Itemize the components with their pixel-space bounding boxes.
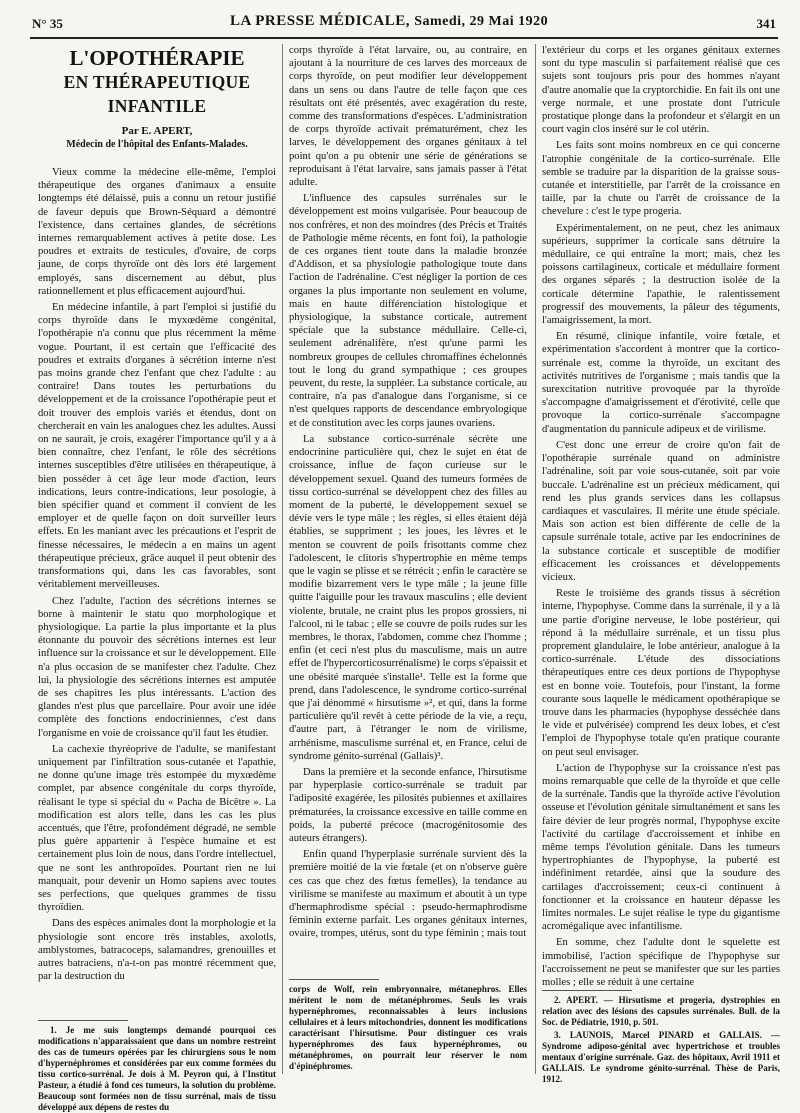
- paragraph: L'influence des capsules surrénales sur le développement est moins vulgarisée. Pour beaucoup de nos confrères, et non des moindres (des Précis et Traités de Pathologie même récents, en font foi), la pathologie de ces organes tient toute dans la maladie bronzée d'Addison, et sa physiologie pathologique toute dans l'action de l'adrénaline. C'est négliger la portion de ces organes la plus importante non seulement en volume, mais en haute différenciation histologique et physiologique, la substance corticale, autrement spéciale que la substance médullaire. Celle-ci, seulement adrénalifère, n'est qu'une parmi les nombreux groupes de cellules chromaffines échelonnés tout le long du grand sympathique ; ces groupes peuvent, du reste, la suppléer. La substance corticale, au contraire, n'a pas d'analogue dans l'organisme, si ce n'est quelques rapports de descendance embryologique et de constitution avec les corps jaunes ovariens.: [289, 193, 527, 429]
- article-title-line2: EN THÉRAPEUTIQUE INFANTILE: [63, 72, 251, 116]
- author-role: Médecin de l'hôpital des Enfants-Malades.: [66, 139, 248, 150]
- paragraph: Vieux comme la médecine elle-même, l'emploi thérapeutique des organes d'animaux a ensuite longtemps été délaissé, puis a connu un retour justifié de faveur depuis que Brown-Séquard a démontré l'existence, dans certaines glandes, de sécrétions internes remarquablement actives à petite dose. Les poudres et extraits de testicules, d'ovaire, de corps jaune, de corps thyroïde ont dès lors été largement employés, sans discernement au début, plus rationnellement et plus efficacement aujourd'hui.: [38, 167, 276, 297]
- author: Par E. APERT,: [121, 125, 193, 137]
- paragraph: La substance cortico-surrénale sécrète une endocrinine particulière qui, chez le sujet en état de croissance, influe de façon curieuse sur le développement sexuel. Quand des tumeurs formées de tissu cortico-surrénal se développent chez des filles au moment de la puberté, le développement sexuel se dévie vers le type mâle ; les règles, si elles étaient déjà établies, se suppriment ; les joues, les lèvres et le menton se couvrent de poils frisottants comme chez l'adolescent, le clitoris s'hypertrophie en même temps que le vagin se plisse et se rétrécit ; enfin le caractère se modifie bizarrement vers le type mâle ; la jeune fille quitte l'aiguille pour les travaux masculins ; elle devient violente, brutale, ne craint plus les propos grossiers, ni l'alcool, ni le tabac ; elle se couvre de poils rudes sur les membres, le thorax, l'abdomen, comme chez l'homme ; enfin (et ceci n'est plus du masculisme, mais un autre effet de l'hypercorticosurrénalisme) le corps s'épaissit et une obésité marquée s'installe¹. Telle est la forme que prend, dans l'adolescence, le syndrome cortico-surrénal que j'ai dénommé « hirsutisme »², et qui, dans la forme particulière qu'il revêt à cette période de la vie, a reçu, d'autre part, à l'étranger le nom de virilisme, arrhénisme, masculisme surrénal et, en France, celui de syndrome génito-surrénal (Gallais)³.: [289, 433, 527, 762]
- column-3: [542, 44, 780, 1004]
- paragraph: L'action de l'hypophyse sur la croissance n'est pas moins remarquable que celle de la thyroïde et que celle de la surrénale. Tandis que la thyroïde active l'évolution osseuse et l'évolution génitale simultanément et sans les faire dévier de leur progrès normal, l'hypophyse excite l'activité du cartilage d'accroissement et inhibe en même temps l'évolution génitale. Dans les tumeurs hypertrophiantes de l'hypophyse, la puberté est indéfiniment retardée, ainsi que la soudure des cartilages d'accroissement; ceux-ci continuent à fonctionner et la croissance en hauteur dépasse les limites normales. Le sujet réalise le type du gigantisme acromégalique avec infantilisme.: [542, 762, 780, 933]
- article-title: [38, 46, 276, 118]
- paragraph: En médecine infantile, à part l'emploi si justifié du corps thyroïde dans le myxœdème congénital, l'opothérapie n'a connu que plus récemment la même vogue. Pourtant, il est certain que l'efficacité des poudres et extraits d'organes à sécrétion interne n'est pas moins grande chez l'enfant que chez l'adulte : au contraire! Dans toutes les perturbations du développement et de la croissance l'opothérapie peut et doit trouver des emplois variés et étendus, dont on chercherait en vain les analogues chez les adultes. Aussi on ne saurait, je crois, exagérer l'importance qu'il y a à bien connaître, chez l'enfant, le rôle des sécrétions internes susceptibles d'être utilisées en thérapeutique, à bien posséder à cet âge leur mode d'action, leurs indications, leurs contre-indications, leur posologie, à bien spécifier quand et comment il convient de les employer et de quelle façon on doit surveiller leurs effets. En les maniant avec les précautions et l'esprit de finesse nécessaires, le médecin a en mains un agent thérapeutique précieux, grâce auquel il peut obtenir des transformations qui, dans les cas favorables, sont véritablement merveilleuses.: [38, 302, 276, 591]
- footnote-rule: [542, 990, 632, 991]
- article-title-line1: L'OPOTHÉRAPIE: [69, 46, 245, 70]
- footnote-text: 1. Je me suis longtemps demandé pourquoi ces modifications n'apparaissaient que dans un nombre restreint des cas de tumeurs opérées par les chirurgiens sous le nom d'hypernéphromes et considérées par eux comme formées du tissu cortico-surrénal. Je dois à M. Peyron qui, à l'Institut Pasteur, a étudié à fond ces tumeurs, la solution du problème. Beaucoup sont formées non de tissu surrénal, mais de tissu développé aux dépens de restes du: [38, 1025, 276, 1112]
- paragraph: corps thyroïde à l'état larvaire, ou, au contraire, en ajoutant à la nourriture de ces larves des morceaux de corps thyroïde, on peut modifier leur développement dans un sens ou dans l'autre de telle façon que ces résultats ont été présentés, avec exagération du reste, comme des transformations d'espèces. L'administration de corps thyroïde activait prématurément, chez les larves, le développement des organes génitaux à tel point qu'on a pu obtenir une série de générations se reproduisant à l'état larvaire, sans jamais passer à l'état adulte.: [289, 45, 527, 189]
- paragraph: Chez l'adulte, l'action des sécrétions internes se borne à maintenir le statu quo morphologique et physiologique. La partie la plus importante et la plus étonnante du pouvoir des sécrétions internes est leur influence sur la croissance et sur le développement. Elle n'a plus occasion de se manifester chez l'adulte. Chez lui, la physiologie des sécrétions internes est amputée de ses chapitres les plus intéressants. L'action des glandes n'est plus que parcellaire. Pour avoir une idée complète des fonctions endocriniennes, c'est dans l'organisme en voie de croissance qu'il faut les étudier.: [38, 595, 276, 739]
- paragraph: l'extérieur du corps et les organes génitaux externes sont du type masculin si parfaitement réalisé que ces sujets sont toujours pris pour des hommes n'ayant d'autre anomalie que la cryptorchidie. En fait ils ont une verge normale, et une prostate dont l'utricule prostatique plonge dans la profondeur et s'élargit en un court vagin clos inséré sur le col utérin.: [542, 45, 780, 136]
- column-1: [38, 44, 276, 1029]
- paragraph: Expérimentalement, on ne peut, chez les animaux supérieurs, supprimer la corticale sans détruire la médullaire, ce qui entraîne la mort; mais, chez les poissons cartilagineux, corticale et médullaire forment des organes séparés ; la destruction isolée de la corticale détermine l'apathie, le ralentissement progressif des mouvements, la pâleur des téguments, l'amaigrissement, la mort.: [542, 222, 780, 327]
- journal-title: LA PRESSE MÉDICALE,: [230, 13, 410, 29]
- footnote-1-continued: [289, 984, 527, 1080]
- column-separator: [282, 44, 283, 1074]
- paragraph: En somme, chez l'adulte dont le squelette est immobilisé, l'action spécifique de l'hypophyse sur l'accroissement ne peut se manifester que sur les parties molles ; elle se réduit à une certaine: [542, 937, 780, 989]
- footnote-text: 2. APERT. — Hirsutisme et progeria, dystrophies en relation avec des lésions des capsules surrénales. Bull. de la Soc. de Pédiatrie, 1910, p. 501.: [542, 995, 780, 1027]
- header-rule: [30, 37, 778, 39]
- footnote-rule: [289, 979, 379, 980]
- paragraph: La cachexie thyréoprive de l'adulte, se manifestant uniquement par l'infiltration sous-cutanée et l'apathie, ne donne qu'une image très estompée du myxœdème complet, par absence congénitale du corps thyroïde, réalisant le type si spécial du « Pacha de Bicêtre ». La modification est alors telle, dans les cas les plus accentués, que l'être, profondément dégradé, ne semble plus guère appartenir à l'espèce humaine et est certainement plus loin de nous, dans l'ordre intellectuel, que ne sont les anthropoïdes. Pourtant rien ne lui manquait, pour devenir un Homo sapiens avec toutes ses perfections, que quelques grammes de tissu thyroïdien.: [38, 743, 276, 914]
- journal-title-line: [230, 13, 548, 30]
- running-header: [20, 10, 786, 34]
- footnotes-2-3: [542, 995, 780, 1084]
- issue-date: Samedi, 29 Mai 1920: [414, 14, 549, 29]
- paragraph: Les faits sont moins nombreux en ce qui concerne l'atrophie congénitale de la cortico-surrénale. Elle semble se traduire par la disparition de la graisse sous-cutanée et interstitielle, par l'arrêt de la croissance en taille, par la chute ou l'arrêt de croissance de la chevelure : c'est le type progeria.: [542, 140, 780, 218]
- byline: [38, 124, 276, 152]
- column-separator: [535, 44, 536, 1074]
- footnote-text: 3. LAUNOIS, Marcel PINARD et GALLAIS. — Syndrome adiposo-génital avec hypertrichose et troubles mentaux d'origine surrénale. Gaz. des hôpitaux, Avril 1911 et GALLAIS. Le syndrome génito-surrénal. Thèse de Paris, 1912.: [542, 1030, 780, 1084]
- footnote-1: [38, 1025, 276, 1112]
- paragraph: Dans des espèces animales dont la morphologie et la physiologie sont encore très instables, axolotls, amblystomes, batracoceps, salamandres, grenouilles et autres batraciens, n'a-t-on pas montré récemment que, par la destruction du: [38, 918, 276, 983]
- footnote-text: corps de Wolf, rein embryonnaire, métanephros. Elles méritent le nom de métanéphromes. Seuls les vrais hypernéphromes, reconnaissables à leurs inclusions cellulaires et à leurs mitochondries, donnent les modifications caractérisant l'hirsutisme. Pour distinguer ces vrais hypernéphromes des faux hypernéphromes, ou métanéphromes, on pourrait leur réserver le nom d'épinéphromes.: [289, 984, 527, 1071]
- paragraph: Enfin quand l'hyperplasie surrénale survient dès la première moitié de la vie fœtale (et on n'observe guère ces cas que chez des fœtus femelles), la tendance au virilisme se manifeste au maximum et aboutit à un type d'hermaphrodisme spécial : pseudo-hermaphrodisme féminin externe parfait. Les organes génitaux internes, ovaire, trompes, utérus, sont du type féminin ; mais tout: [289, 849, 527, 940]
- issue-number: N° 35: [32, 16, 63, 31]
- journal-page: [20, 10, 786, 1112]
- page-number: 341: [756, 16, 776, 31]
- column-2: [289, 44, 527, 974]
- paragraph: Reste le troisième des grands tissus à sécrétion interne, l'hypophyse. Comme dans la surrénale, il y a là une partie d'origine nerveuse, le lobe postérieur, qui répond à la médullaire surrénale, et un tissu plus proprement glandulaire, le lobe antérieur, analogue à la cortico-surrénale. L'étude des dissociations thérapeutiques entre ces deux portions de l'hypophyse est en bonne voie. Toutefois, pour l'instant, la forme courante sous laquelle le médicament opothérapique se trouve dans les pharmacies (hypophyse desséchée dans le vide et pulvérisée) comprend les deux lobes, et c'est l'emploi de l'hypophyse totale qu'en pratique courante on peut seul envisager.: [542, 588, 780, 758]
- paragraph: Dans la première et la seconde enfance, l'hirsutisme par hyperplasie cortico-surrénale se traduit par l'adiposité exagérée, les pilosités pubiennes et axillaires prématurées, la croissance excessive en taille comme en poids, la puberté précoce (macrogénitosomie des auteurs étrangers).: [289, 766, 527, 844]
- paragraph: En résumé, clinique infantile, voire fœtale, et expérimentation s'accordent à montrer que la cortico-surrénale est, comme la thyroïde, un excitant des activités nutritives de l'organisme ; mais tandis que la surexcitation nutritive provoquée par la thyroïde s'accompagne d'amaigrissement et d'érotivité, celle que provoque la cortico-surrénale s'accompagne d'augmentation du pannicule adipeux et de virilisme.: [542, 331, 780, 435]
- paragraph: C'est donc une erreur de croire qu'on fait de l'opothérapie surrénale quand on administre l'adrénaline, soit par voie sous-cutanée, soit par voie buccale. L'adrénaline est un précieux médicament, qui rend les plus grands services dans les collapsus cardiaques et vasculaires. Il mérite une étude spéciale. Mais son action est bien différente de celle de la capsule surrénale totale, active par les endocrinines de la substance corticale et susceptible de modifier efficacement les croissances et développements vicieux.: [542, 439, 780, 583]
- footnote-rule: [38, 1020, 128, 1021]
